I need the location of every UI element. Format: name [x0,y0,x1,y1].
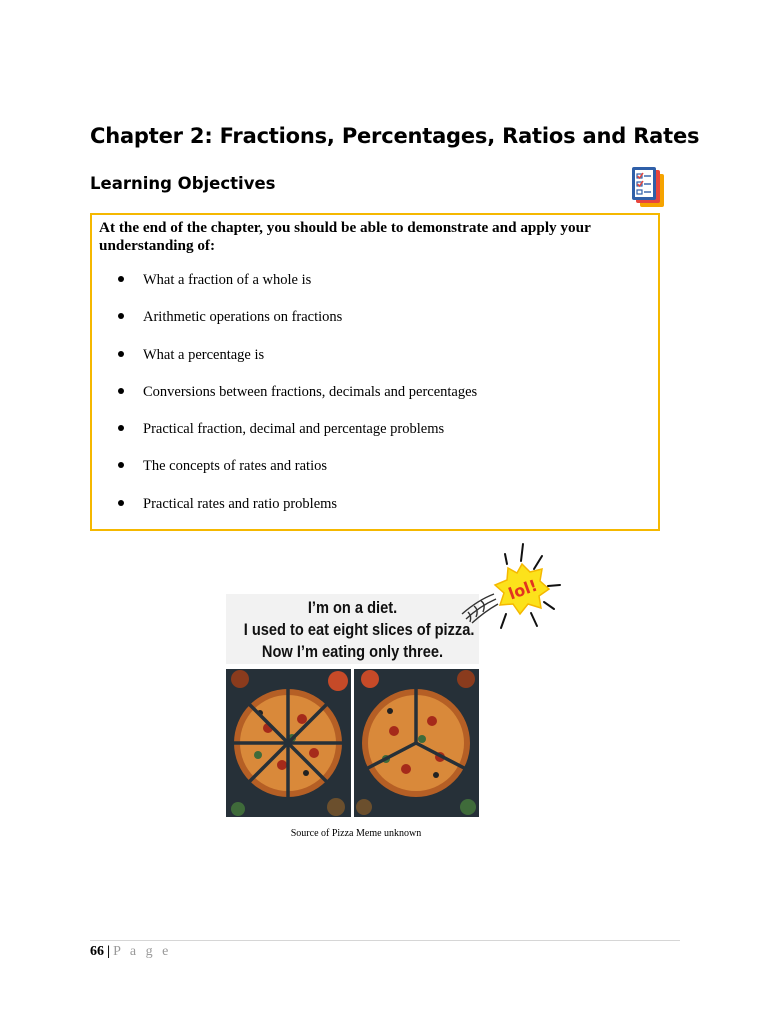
lol-sticker-icon [448,542,586,637]
meme-line: Now I’m eating only three. [261,642,444,661]
meme-text-panel [226,594,479,664]
footer-divider [90,940,680,941]
bullet-icon [118,388,124,394]
objective-text: Conversions between fractions, decimals and percentages [143,383,478,400]
objectives-intro: At the end of the chapter, you should be able to demonstrate and apply your understanding of: [99,219,591,254]
objective-item [92,308,477,345]
objective-text: What a fraction of a whole is [143,272,312,288]
objective-text: Practical fraction, decimal and percentage problems [143,421,445,438]
objective-text: Practical rates and ratio problems [143,495,338,512]
objectives-list [92,271,477,532]
section-heading-learning-objectives: Learning Objectives [90,174,276,193]
bullet-icon [118,313,124,319]
page-footer [90,944,171,960]
bullet-icon [118,425,124,431]
objective-item [92,383,477,420]
page-label: P a g e [113,944,172,959]
footer-separator: | [107,944,111,959]
objective-text: Arithmetic operations on fractions [143,309,343,326]
objective-item [92,420,477,457]
meme-caption: Source of Pizza Meme unknown [290,828,422,839]
chapter-title: Chapter 2: Fractions, Percentages, Ratios and Rates [90,124,700,148]
lol-sticker-text: lol! [505,575,540,604]
objective-text: The concepts of rates and ratios [143,458,327,475]
learning-objectives-box [90,213,660,531]
objective-item [92,271,477,308]
bullet-icon [118,462,124,468]
pizza-three-slices-image [354,669,479,817]
objective-item [92,495,477,532]
bullet-icon [118,351,124,357]
objective-text: What a percentage is [143,346,265,363]
bullet-icon [118,500,124,506]
meme-line: I’m on a diet. [307,598,398,617]
meme-line: I used to eat eight slices of pizza. [243,620,475,639]
checklist-icon [631,166,665,208]
objective-item [92,457,477,494]
bullet-icon [118,276,124,282]
pizza-eight-slices-image [226,669,351,817]
pizza-meme-image [226,540,586,820]
objective-item [92,346,477,383]
page-number: 66 [90,944,104,959]
